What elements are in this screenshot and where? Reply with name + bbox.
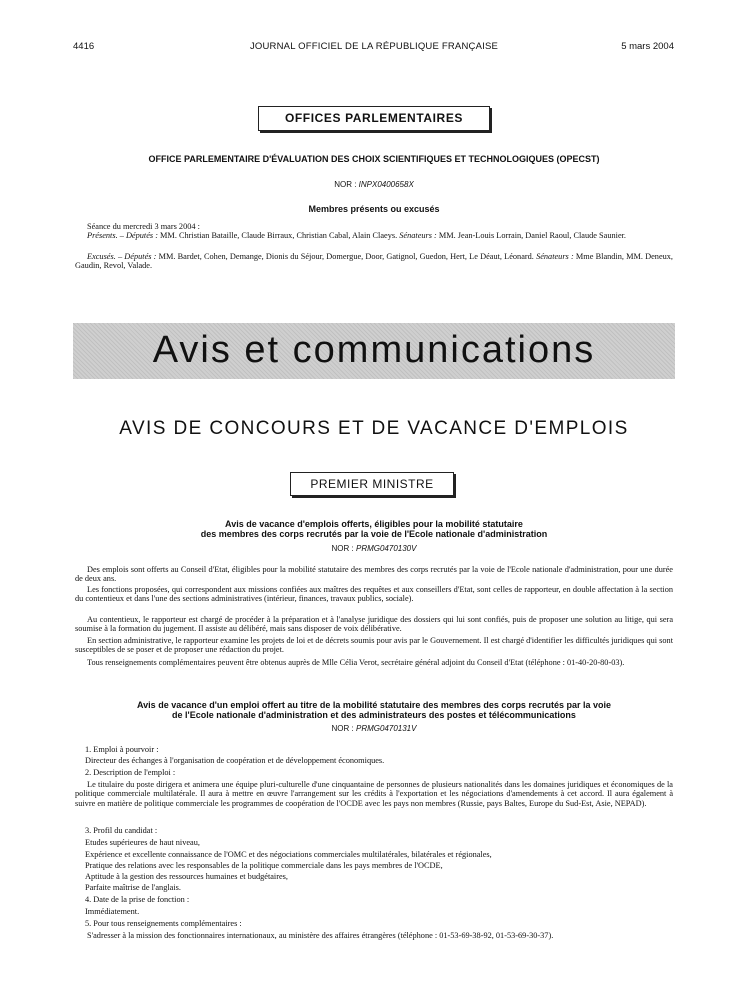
excuses-senateurs: Mme Blandin, MM. Deneux, Gaudin, Revol, Valade. <box>75 252 674 271</box>
presents-senateurs: MM. Jean-Louis Lorrain, Daniel Raoul, Claude Saunier. <box>436 231 627 240</box>
nor-code: PRMG0470131V <box>355 724 417 733</box>
notice2-nor <box>0 724 748 733</box>
ministry-box-title: PREMIER MINISTRE <box>290 472 454 496</box>
notice2-title <box>75 700 673 720</box>
opecst-nor <box>0 180 748 189</box>
item3-line-1: Etudes supérieures de haut niveau, <box>85 838 200 847</box>
item1-heading: 1. Emploi à pourvoir : <box>85 745 159 754</box>
excuses-paragraph <box>75 252 673 271</box>
presents-paragraph <box>75 231 673 240</box>
presents-label: Présents. – Députés : <box>87 231 158 240</box>
avis-communications-banner <box>73 323 675 379</box>
opecst-title: OFFICE PARLEMENTAIRE D'ÉVALUATION DES CHOIX SCIENTIFIQUES ET TECHNOLOGIQUES (OPECST) <box>148 154 600 164</box>
nor-label: NOR : <box>331 724 356 733</box>
notice1-nor <box>0 544 748 553</box>
banner-title: Avis et communications <box>152 329 596 371</box>
item4-heading: 4. Date de la prise de fonction : <box>85 895 190 904</box>
item3-line-5: Parfaite maîtrise de l'anglais. <box>85 883 181 892</box>
notice1-title <box>75 519 673 539</box>
item3-heading: 3. Profil du candidat : <box>85 826 158 835</box>
item3-line-4: Aptitude à la gestion des ressources humaines et budgétaires, <box>85 872 288 881</box>
excuses-label: Excusés. – Députés : <box>87 252 157 261</box>
presents-senateurs-label: Sénateurs : <box>399 231 437 240</box>
notice2-title-line2: de l'Ecole nationale d'administration et des administrateurs des postes et télécommunications <box>172 710 576 720</box>
item5-heading: 5. Pour tous renseignements complémentaires : <box>85 919 242 928</box>
item4-text: Immédiatement. <box>85 907 140 916</box>
notice1-title-line1: Avis de vacance d'emplois offerts, éligibles pour la mobilité statutaire <box>225 519 523 529</box>
presents-deputes: MM. Christian Bataille, Claude Birraux, Christian Cabal, Alain Claeys. <box>157 231 400 240</box>
seance-line: Séance du mercredi 3 mars 2004 : <box>87 222 200 231</box>
header-date: 5 mars 2004 <box>621 41 674 52</box>
members-heading: Membres présents ou excusés <box>308 204 440 214</box>
nor-code: INPX0400658X <box>358 180 414 189</box>
notice1-paragraph-2: Les fonctions proposées, qui correspondent aux missions confiées aux maîtres des requêtes et aux conseillers d'Etat, sont celles de rapporteur, en double affectation à la section du contentieux et dans l'une des sections administratives (intérieur, finances, travaux publics, sociale). <box>75 585 673 604</box>
concours-heading: AVIS DE CONCOURS ET DE VACANCE D'EMPLOIS <box>119 418 629 439</box>
excuses-senateurs-label: Sénateurs : <box>536 252 574 261</box>
page-number: 4416 <box>73 41 95 52</box>
item3-line-2: Expérience et excellente connaissance de l'OMC et des négociations commerciales multilatérales, bilatérales et régionales, <box>85 850 492 859</box>
nor-label: NOR : <box>334 180 359 189</box>
item2-text: Le titulaire du poste dirigera et animera une équipe pluri-culturelle d'une cinquantaine de personnes de plusieurs nationalités dans les domaines juridiques et économiques de la politique commerciale multilatérale. Il aura à mettre en œuvre l'arrangement sur les crédits à l'exportation et les négociations d'amendements à cet accord. Il aura également à suivre en matière de politique commerciale les programmes de coopération de l'OCDE avec les pays non membres (Russie, pays Baltes, Europe du Sud-Est, Asie, NEPAD). <box>75 780 673 808</box>
nor-code: PRMG0470130V <box>355 544 417 553</box>
journal-title: JOURNAL OFFICIEL DE LA RÉPUBLIQUE FRANÇAISE <box>249 41 499 52</box>
nor-label: NOR : <box>331 544 356 553</box>
notice1-title-line2: des membres des corps recrutés par la voie de l'Ecole nationale d'administration <box>200 529 548 539</box>
offices-section-title: OFFICES PARLEMENTAIRES <box>258 106 490 131</box>
notice1-paragraph-4: En section administrative, le rapporteur examine les projets de loi et de décrets soumis pour avis par le Gouvernement. Il est chargé d'identifier les difficultés juridiques qui sont susceptibles de se poser et de proposer une rédaction du projet. <box>75 636 673 655</box>
notice1-paragraph-1: Des emplois sont offerts au Conseil d'Etat, éligibles pour la mobilité statutaire des membres des corps recrutés par la voie de l'Ecole nationale d'administration, pour une durée de deux ans. <box>75 565 673 584</box>
notice2-title-line1: Avis de vacance d'un emploi offert au titre de la mobilité statutaire des membres des corps recrutés par la voie <box>137 700 611 710</box>
excuses-deputes: MM. Bardet, Cohen, Demange, Dionis du Séjour, Domergue, Door, Gatignol, Guedon, Hert, Le Déaut, Léonard. <box>156 252 537 261</box>
item5-text: S'adresser à la mission des fonctionnaires internationaux, au ministère des affaires étrangères (téléphone : 01-53-69-38-92, 01-53-69-30-37). <box>87 931 554 940</box>
item2-heading: 2. Description de l'emploi : <box>85 768 176 777</box>
notice1-paragraph-5: Tous renseignements complémentaires peuvent être obtenus auprès de Mlle Célia Verot, secrétaire général adjoint du Conseil d'Etat (téléphone : 01-40-20-80-03). <box>87 658 625 667</box>
item3-line-3: Pratique des relations avec les responsables de la politique commerciale dans les pays membres de l'OCDE, <box>85 861 443 870</box>
notice1-paragraph-3: Au contentieux, le rapporteur est chargé de procéder à la préparation et à l'analyse juridique des dossiers qui lui sont confiés, puis de proposer une solution au litige, qui sera soumise à la formation du jugement. Il assiste au délibéré, mais sans disposer de voix délibérative. <box>75 615 673 634</box>
item1-text: Directeur des échanges à l'organisation de coopération et de développement économiques. <box>85 756 385 765</box>
